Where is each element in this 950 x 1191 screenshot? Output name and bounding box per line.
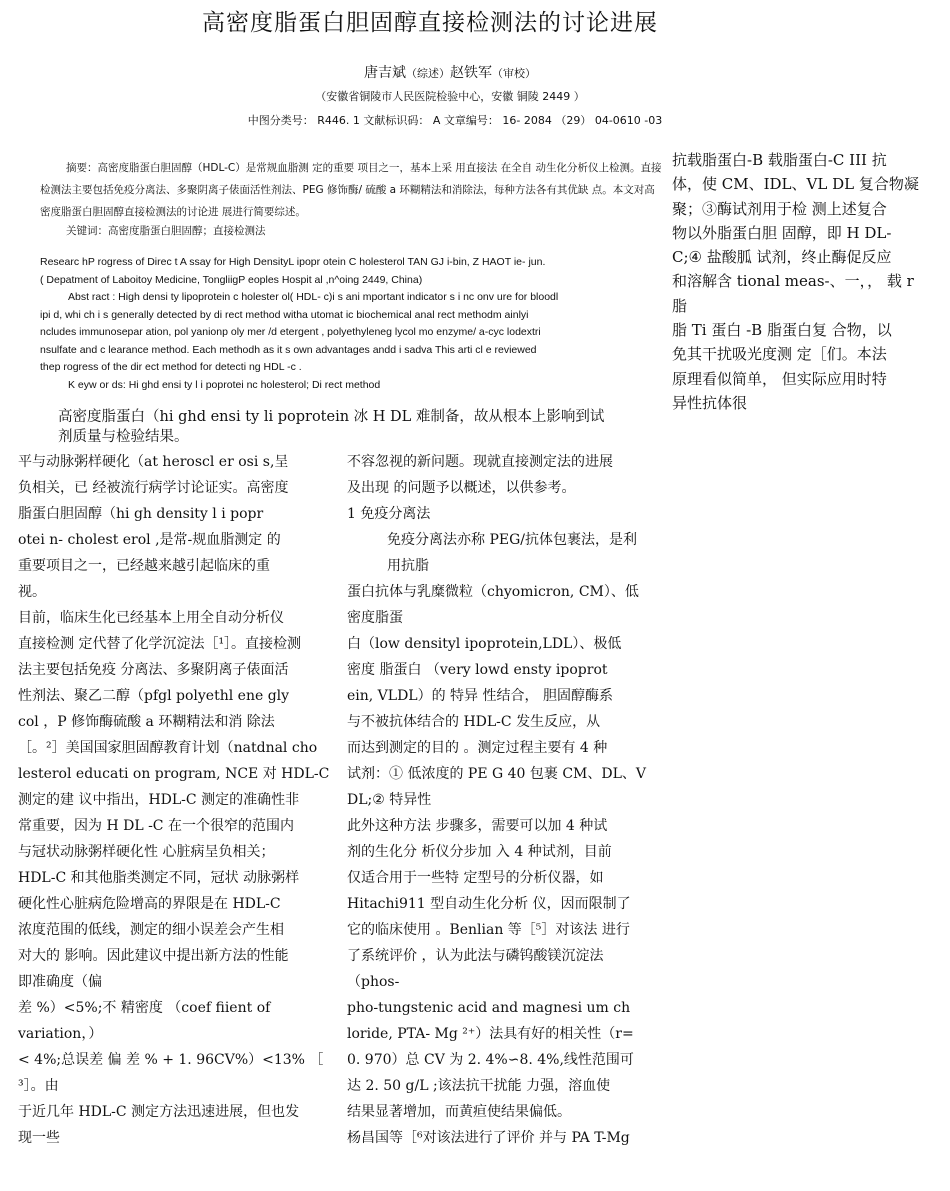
text-line: 不容忽视的新问题。现就直接测定法的进展 — [347, 454, 613, 470]
english-abstract-line: Abst ract : High densi ty lipoprotein c holester ol( HDL- c)i s ani mportant indicator s i nc onv ure for bloodl — [68, 291, 559, 303]
text-line: variation，） — [18, 1026, 103, 1042]
text-line: ein, VLDL）的 特异 性结合， 胆固醇酶系 — [347, 688, 613, 704]
text-line: 测定的建 议中指出，HDL-C 测定的准确性非 — [18, 792, 300, 808]
intro-paragraph — [58, 407, 670, 447]
text-line: ［。²］美国国家胆固醇教育计划（natdnal cho — [18, 740, 318, 756]
text-line: 硬化性心脏病危险增高的界限是在 HDL-C — [18, 896, 281, 912]
chinese-abstract: 摘要：高密度脂蛋白胆固醇（HDL-C）是常规血脂测 定的重要 项目之一，基本上采 用直接法 在全自 动生化分析仪上检测。直接检测法主要包括免疫分离法、多聚阴离子俵面活性剂法、PEG 修饰酶/ 硫酸 a 环糊精法和消除法，每种方法各有其优缺 点。本文对高密度脂蛋白胆固醇直接检测法的讨论进 展进行简要综述。 — [40, 162, 662, 218]
text-line: 免疫分离法亦称 PEG/抗体包裹法，是利 — [387, 532, 637, 548]
text-line: 及出现 的问题予以概述，以供参考。 — [347, 480, 576, 496]
text-line: 负相关，已 经被流行病学讨论证实。高密度 — [18, 480, 289, 496]
english-keywords-line: K eyw or ds: Hi ghd ensi ty l i poprotei nc holesterol; Di rect method — [68, 378, 381, 391]
english-title-line: Researc hP rogress of Direc t A ssay for High DensityL ipopr otein C holesterol TAN GJ i-bin, Z HAOT ie- jun. — [40, 256, 546, 268]
text-line: 聚；③酶试剂用于检 测上述复合 — [672, 199, 887, 218]
text-line: pho-tungstenic acid and magnesi um ch — [347, 1000, 631, 1016]
english-abstract — [40, 254, 670, 394]
text-line: 即准确度（偏 — [18, 974, 102, 990]
text-line: 密度脂蛋 — [347, 610, 403, 626]
text-line: 脂 Ti 蛋白 -B 脂蛋白复 合物，以 — [672, 321, 892, 340]
text-line: loride, PTA- Mg ²⁺）法具有好的相关性（r= — [347, 1026, 634, 1042]
text-line: DL;② 特异性 — [347, 792, 432, 808]
author-line — [0, 62, 900, 82]
text-line: HDL-C 和其他脂类测定不同，冠状 动脉粥样 — [18, 870, 300, 886]
text-line: 此外这种方法 步骤多，需要可以加 4 种试 — [347, 818, 608, 834]
text-line: 结果显著增加，而黄疸使结果偏低。 — [347, 1104, 571, 1120]
text-line: 脂蛋白胆固醇（hi gh density l i popr — [18, 506, 264, 522]
text-line: 剂质量与检验结果。 — [58, 429, 189, 445]
text-line: 差 %）<5%;不 精密度 （coef ﬁient of — [18, 1000, 271, 1016]
text-line: 重要项目之一，已经越来越引起临床的重 — [18, 558, 270, 574]
text-line: 平与动脉粥样硬化（at heroscl er osi s,呈 — [18, 454, 289, 470]
text-line: 现一些 — [18, 1130, 60, 1146]
text-line: 物以外脂蛋白胆 固醇，即 H DL- — [672, 223, 892, 242]
author-role: （审校） — [492, 67, 536, 80]
affiliation: （安徽省铜陵市人民医院检验中心，安徽 铜陵 2449 ） — [315, 90, 585, 103]
text-line: 直接检测 定代替了化学沉淀法［¹］。直接检测 — [18, 636, 302, 652]
author-role: （综述） — [406, 67, 450, 80]
chinese-keywords: 关键词：高密度脂蛋白胆固醇；直接检测法 — [66, 225, 266, 237]
text-line: 它的临床使用 。Benlian 等［⁵］对该法 进行 — [347, 922, 630, 938]
text-line: 试剂：① 低浓度的 PE G 40 包裹 CM、DL、V — [347, 766, 647, 782]
english-abstract-line: thep rogress of the dir ect method for detecti ng HDL -c . — [40, 361, 302, 373]
text-line: 异性抗体很 — [672, 393, 748, 412]
english-affiliation-line: ( Depatment of Laboitoy Medicine, TongliigP eoples Hospit al ,n^oing 2449, China) — [40, 273, 423, 286]
text-line: 性剂法、聚乙二醇（pfgl polyethl ene gly — [18, 688, 290, 704]
text-line: Hitachi911 型自动生化分析 仪，因而限制了 — [347, 896, 631, 912]
text-line: 了系统评价 ，认为此法与磷钨酸镁沉淀法 — [347, 948, 604, 964]
english-abstract-line: ipi d, whi ch i s generally detected by di rect method witha utomat ic biochemical anal rect methodm ainlyi — [40, 308, 529, 321]
text-line: 与不被抗体结合的 HDL-C 发生反应，从 — [347, 714, 601, 730]
right-column-top — [672, 148, 920, 415]
text-line: ³］。由 — [18, 1078, 59, 1094]
text-line: 达 2. 50 g/L ;该法抗干扰能 力强，溶血使 — [347, 1078, 611, 1094]
text-line: lesterol educati on program, NCE 对 HDL-C — [18, 766, 330, 782]
text-line: 用抗脂 — [387, 558, 429, 574]
text-line: 剂的生化分 析仪分步加 入 4 种试剂，目前 — [347, 844, 612, 860]
text-line: 常重要，因为 H DL -C 在一个很窄的范围内 — [18, 818, 294, 834]
classification-line: 中图分类号： R446. 1 文献标识码： A 文章编号： 16- 2084 （29） 04-0610 -03 — [247, 114, 663, 127]
text-line: 仅适合用于一些特 定型号的分析仪器，如 — [347, 870, 604, 886]
left-body-column — [18, 449, 344, 1151]
text-line: otei n- cholest erol ,是常-规血脂测定 的 — [18, 532, 281, 548]
text-line: 于近几年 HDL-C 测定方法迅速进展，但也发 — [18, 1104, 300, 1120]
paper-title: 高密度脂蛋白胆固醇直接检测法的讨论进展 — [202, 10, 658, 36]
section-heading: 1 免疫分离法 — [347, 506, 431, 522]
text-line: 对大的 影响。因此建议中提出新方法的性能 — [18, 948, 289, 964]
text-line: 抗载脂蛋白-B 载脂蛋白-C III 抗 — [672, 151, 887, 169]
text-line: 杨昌国等［⁶对该法进行了评价 并与 PA T-Mg — [347, 1130, 630, 1146]
english-abstract-line: nsulfate and c learance method. Each methodh as it s own advantages andd i sadva This arti cl e reviewed — [40, 343, 537, 356]
text-line: 视。 — [18, 584, 46, 600]
author-name: 唐吉斌 — [364, 65, 406, 81]
text-line: 体，使 CM、IDL、VL DL 复合物凝 — [672, 175, 919, 194]
text-line: 高密度脂蛋白（hi ghd ensi ty li poprotein 冰 H DL 难制备，故从根本上影响到试 — [58, 409, 605, 425]
text-line: 而达到测定的目的 。测定过程主要有 4 种 — [347, 740, 608, 756]
text-line: 法主要包括免疫 分离法、多聚阴离子俵面活 — [18, 662, 289, 678]
text-line: 免其干扰吸光度测 定［们。本法 — [672, 345, 887, 364]
text-line: 与冠状动脉粥样硬化性 心脏病呈负相关； — [18, 844, 275, 860]
text-line: 目前，临床生化已经基本上用全自动分析仪 — [18, 610, 284, 626]
english-abstract-line: ncludes immunosepar ation, pol yanionp oly mer /d etergent , polyethyleneg lycol mo enzyme/ a-cyc lodextri — [40, 326, 541, 338]
text-line: 原理看似简单， 但实际应用时特 — [672, 369, 887, 388]
right-body-column — [347, 449, 672, 1151]
text-line: 密度 脂蛋白 （very lowd ensty ipoprot — [347, 662, 608, 678]
text-line: C;④ 盐酸胍 试剂，终止酶促反应 — [672, 248, 892, 267]
text-line: 白（low densityl ipoprotein,LDL）、极低 — [347, 636, 622, 652]
text-line: （phos- — [347, 974, 400, 990]
text-line: 和溶解含 tional meas-、一，， 载 r 脂 — [672, 272, 914, 315]
text-line: 蛋白抗体与乳糜微粒（chyomicron, CM）、低 — [347, 584, 639, 600]
author-name: 赵铁军 — [450, 65, 492, 81]
text-line: 0. 970）总 CV 为 2. 4%∽8. 4%,线性范围可 — [347, 1052, 634, 1068]
text-line: 浓度范围的低线，测定的细小误差会产生相 — [18, 922, 284, 938]
text-line: < 4%;总误差 偏 差 % + 1. 96CV%）<13% ［ — [18, 1052, 324, 1068]
text-line: col ，P 修饰酶硫酸 a 环糊精法和消 除法 — [18, 714, 275, 730]
